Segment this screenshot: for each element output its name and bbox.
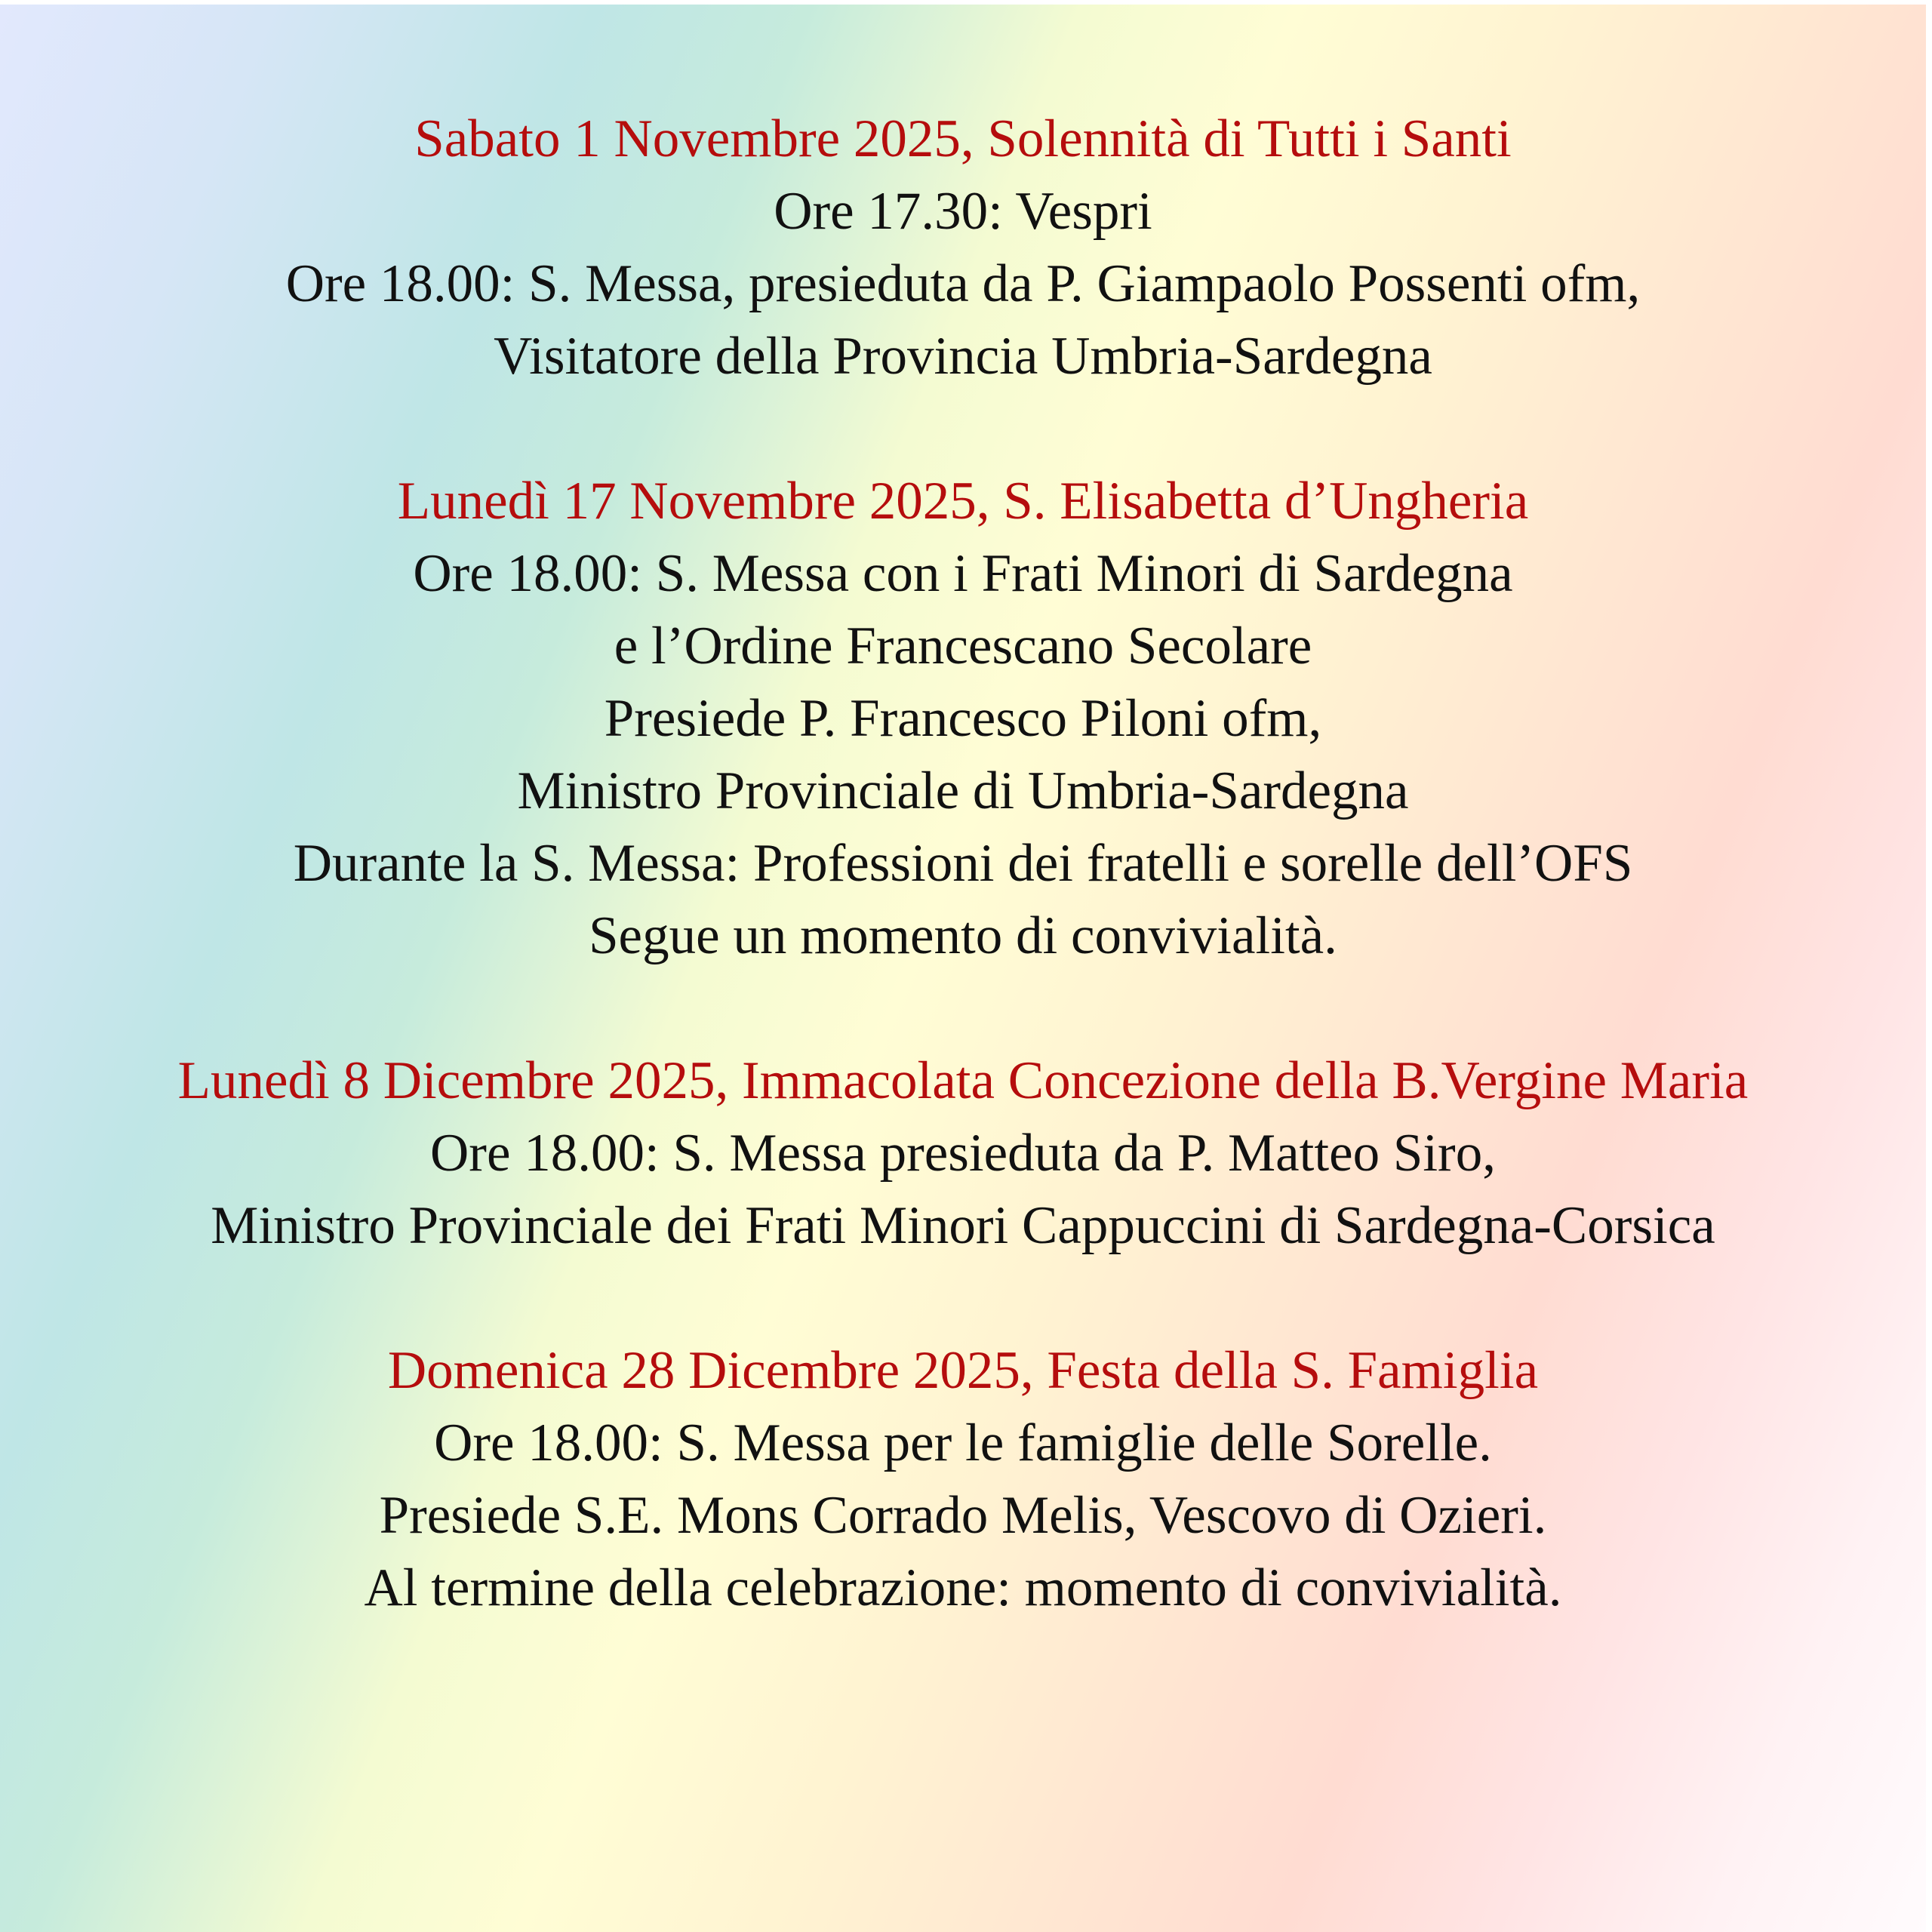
event-line: Ministro Provinciale dei Frati Minori Cappuccini di Sardegna-Corsica	[211, 1196, 1715, 1255]
event-all-saints	[0, 103, 1926, 392]
event-line: Al termine della celebrazione: momento di convivialità.	[364, 1558, 1562, 1617]
event-line: Ore 18.00: S. Messa presieduta da P. Matteo Siro,	[430, 1124, 1496, 1183]
event-line: Ore 18.00: S. Messa con i Frati Minori di Sardegna	[413, 544, 1513, 603]
event-line: Durante la S. Messa: Professioni dei fratelli e sorelle dell’OFS	[293, 834, 1633, 893]
event-program	[0, 103, 1926, 1697]
event-line: Presiede S.E. Mons Corrado Melis, Vescovo di Ozieri.	[379, 1486, 1547, 1545]
event-title: Domenica 28 Dicembre 2025, Festa della S. Famiglia	[387, 1341, 1539, 1400]
event-line: Visitatore della Provincia Umbria-Sardegna	[494, 327, 1432, 386]
event-title: Lunedì 8 Dicembre 2025, Immacolata Concezione della B.Vergine Maria	[177, 1051, 1749, 1110]
gradient-background	[0, 5, 1926, 1932]
event-line: Ore 17.30: Vespri	[774, 182, 1152, 241]
event-holy-family	[0, 1334, 1926, 1624]
event-line: Ore 18.00: S. Messa per le famiglie delle Sorelle.	[434, 1414, 1492, 1472]
event-line: Ore 18.00: S. Messa, presieduta da P. Giampaolo Possenti ofm,	[285, 254, 1641, 313]
event-st-elizabeth	[0, 465, 1926, 972]
event-line: Presiede P. Francesco Piloni ofm,	[604, 689, 1322, 748]
event-immaculate-conception	[0, 1044, 1926, 1262]
event-line: e l’Ordine Francescano Secolare	[614, 617, 1312, 675]
event-title: Lunedì 17 Novembre 2025, S. Elisabetta d’Ungheria	[397, 472, 1529, 531]
event-title: Sabato 1 Novembre 2025, Solennità di Tutti i Santi	[414, 109, 1512, 168]
event-line: Ministro Provinciale di Umbria-Sardegna	[517, 761, 1409, 820]
event-line: Segue un momento di convivialità.	[589, 906, 1337, 965]
